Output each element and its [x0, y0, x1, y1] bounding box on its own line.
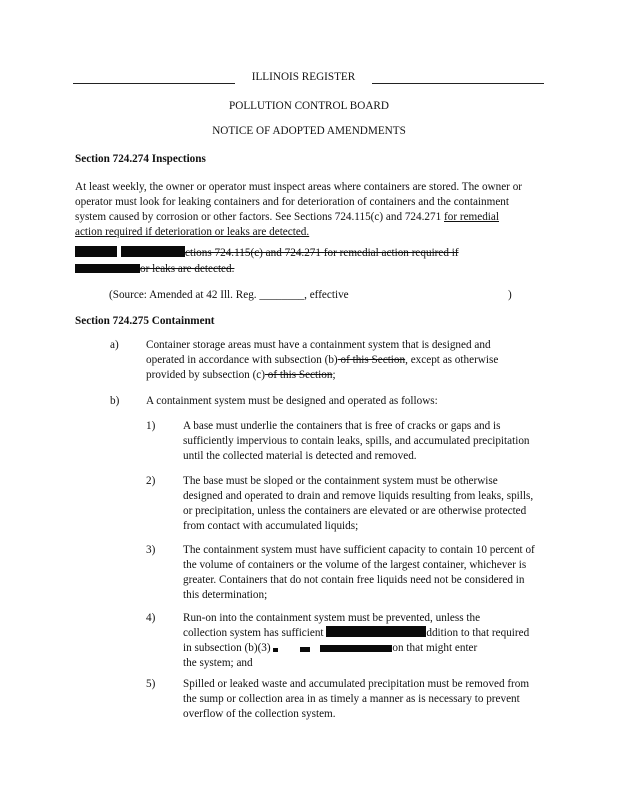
item-1-text: A base must underlie the containers that is free of cracks or gaps and is sufficiently impervious to contain leaks, spills, and accumulated precipitation until the collected material is detected and removed. [183, 420, 530, 462]
item-2-text: The base must be sloped or the containment system must be otherwise designed and operated to drain and remove liquids resulting from leaks, spills, or precipitation, unless the containers are elevated or are otherwise protected from contact with accumulated liquids; [183, 475, 534, 532]
item-4-line-3b: on that might enter [392, 642, 478, 654]
source-note: (Source: Amended at 42 Ill. Reg. ________, effective [109, 289, 349, 301]
source-note-close: ) [508, 289, 512, 301]
item-4-text [183, 611, 548, 671]
item-1-label: 1) [146, 420, 156, 432]
redaction-mark [75, 246, 117, 257]
subsection-a-part2: , except as otherwise provided by subsection (c) [146, 354, 499, 381]
item-5-label: 5) [146, 678, 156, 690]
subsection-b-text: A containment system must be designed and operated as follows: [146, 395, 438, 407]
header-rule-left [73, 83, 235, 84]
item-4-line-2b: ddition to that required [426, 627, 530, 639]
struck-line-1 [75, 246, 535, 261]
section-274-heading: Section 724.274 Inspections [75, 153, 206, 165]
section-274-text: At least weekly, the owner or operator must inspect areas where containers are stored. The owner or operator must look for leaking containers and for deterioration of containers and the containment system caused by corrosion or other factors. See Sections 724.115(c) and 724.271 [75, 181, 523, 223]
subsection-a-struck1: of this Section [337, 354, 406, 366]
item-4-line-1: Run-on into the containment system must be prevented, unless the [183, 612, 481, 624]
struck-text-2: or leaks are detected. [140, 263, 235, 275]
register-title: ILLINOIS REGISTER [251, 71, 356, 83]
item-4-line-4: the system; and [183, 657, 253, 669]
item-4-line-3 [183, 641, 548, 656]
subsection-a-label: a) [110, 339, 119, 351]
struck-line-2 [75, 262, 535, 277]
item-2-label: 2) [146, 475, 156, 487]
header-rule-right [372, 83, 544, 84]
struck-text-1: ctions 724.115(c) and 724.271 for remedial action required if [185, 247, 459, 259]
subsection-a-part1: Container storage areas must have a containment system that is designed and operated in accordance with subsection (b) [146, 339, 491, 366]
subsection-a-part3: ; [332, 369, 336, 381]
redaction-mark [121, 246, 185, 257]
redaction-mark [300, 647, 310, 652]
section-274-inserted-text: for remedial action required if deterioration or leaks are detected. [75, 211, 499, 238]
redaction-mark [273, 648, 278, 652]
section-274-paragraph [75, 180, 525, 240]
redaction-mark [320, 645, 392, 652]
subsection-a-text [146, 338, 529, 383]
redaction-mark [75, 264, 140, 273]
redaction-mark [326, 626, 426, 637]
item-4-label: 4) [146, 612, 156, 624]
item-3-label: 3) [146, 544, 156, 556]
item-4-line-2a: collection system has sufficient [183, 627, 324, 639]
notice-title: NOTICE OF ADOPTED AMENDMENTS [212, 125, 406, 137]
item-5-text: Spilled or leaked waste and accumulated precipitation must be removed from the sump or collection area in as timely a manner as is necessary to prevent overflow of the collection system. [183, 678, 530, 720]
board-title: POLLUTION CONTROL BOARD [229, 100, 389, 112]
section-275-heading: Section 724.275 Containment [75, 315, 215, 327]
item-3-text: The containment system must have sufficient capacity to contain 10 percent of the volume of containers or the volume of the largest container, whichever is greater. Containers that do not contain free liquids need not be considered in this determination; [183, 544, 535, 601]
item-4-line-2 [183, 626, 548, 641]
subsection-a-struck2: of this Section [265, 369, 333, 381]
subsection-b-label: b) [110, 395, 120, 407]
section-274-struck-block [75, 246, 535, 277]
item-4-line-3a: in subsection (b)(3) [183, 642, 271, 654]
